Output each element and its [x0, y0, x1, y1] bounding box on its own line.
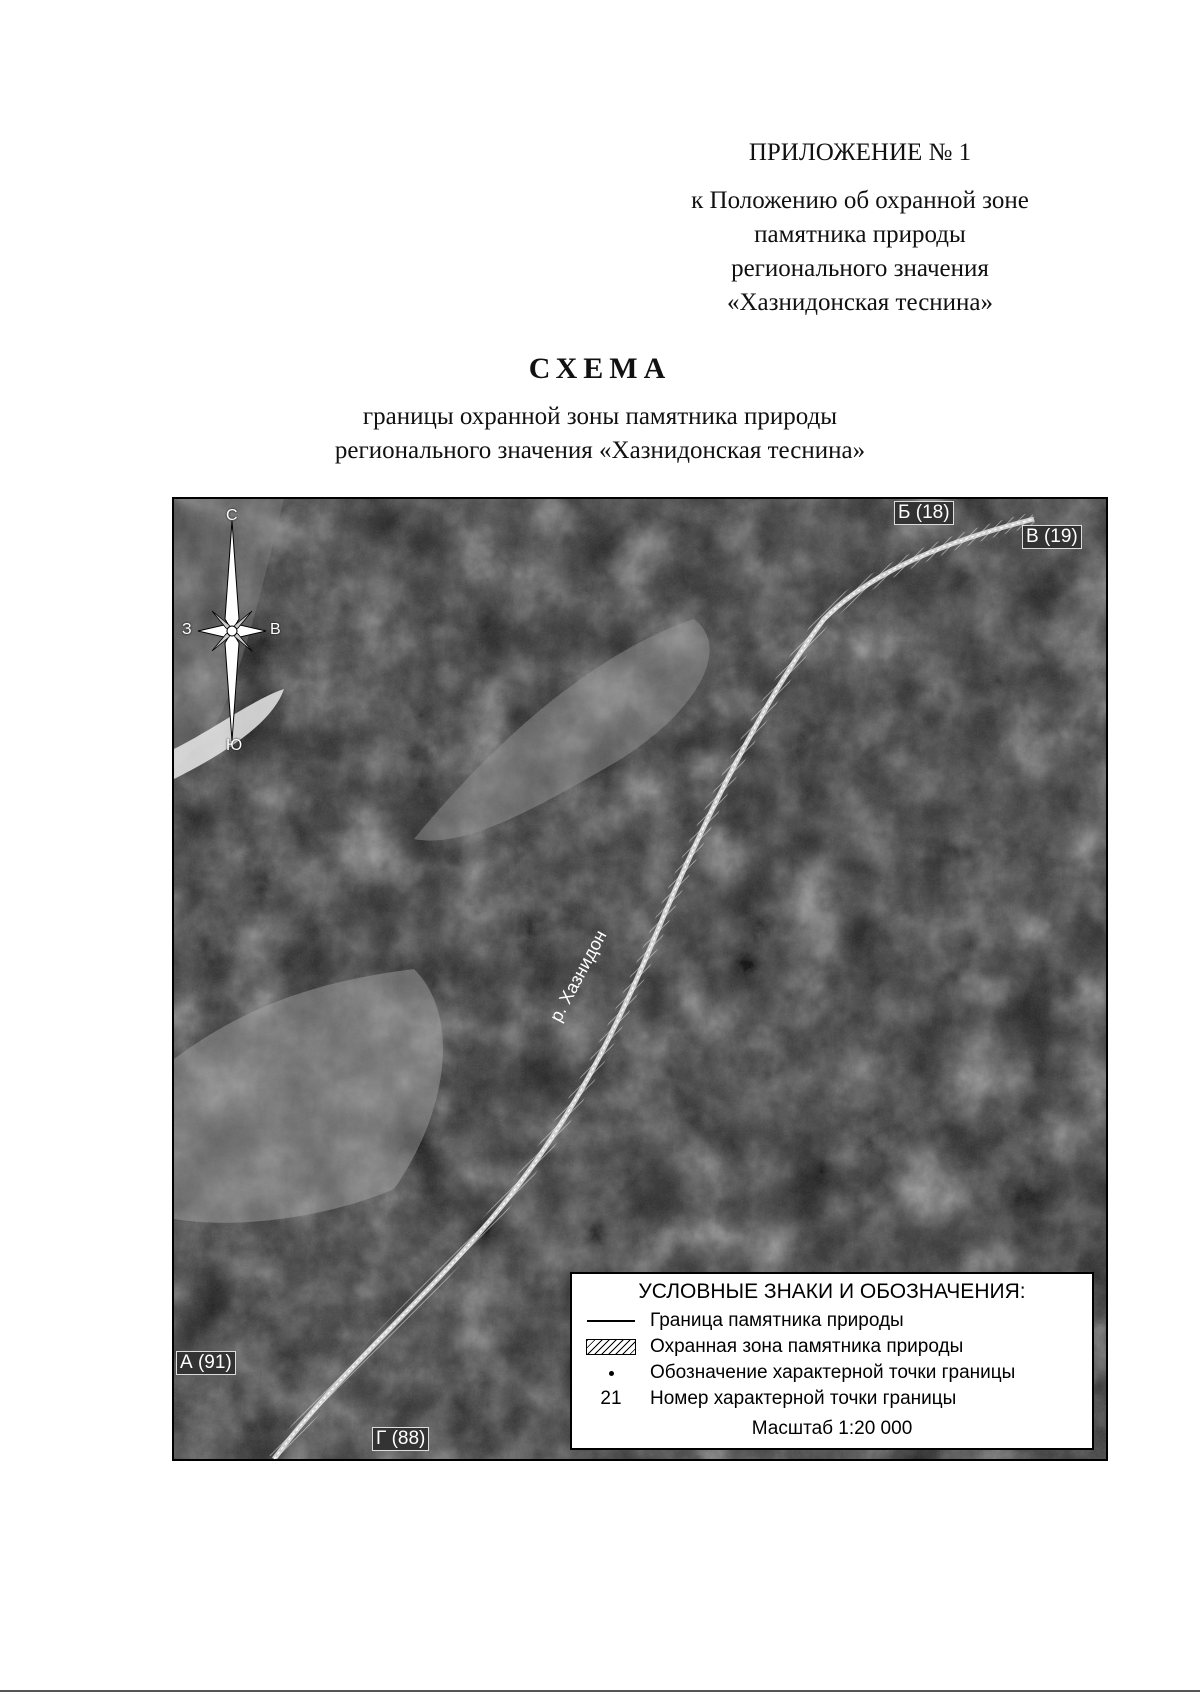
river-label: р. Хазнидон	[545, 926, 611, 1025]
point-label-a: А (91)	[176, 1351, 236, 1375]
compass-south-label: Ю	[226, 737, 243, 754]
point-number-symbol: 21	[600, 1388, 622, 1409]
scheme-subtitle-line-2: регионального значения «Хазнидонская теснина»	[334, 437, 866, 464]
hatch-symbol	[586, 1339, 636, 1355]
scheme-subtitle-line-1: границы охранной зоны памятника природы	[362, 403, 838, 430]
point-dot-symbol	[609, 1371, 614, 1376]
compass-east-label: В	[270, 621, 281, 638]
appendix-number: ПРИЛОЖЕНИЕ № 1	[748, 139, 972, 166]
compass-north-label: С	[226, 507, 238, 524]
appendix-header	[600, 136, 1120, 320]
legend-item	[572, 1308, 1092, 1334]
compass-west-label: З	[182, 621, 192, 638]
scheme-title: СХЕМА	[528, 352, 672, 385]
legend-item	[572, 1386, 1092, 1412]
point-label-b: Б (18)	[894, 501, 954, 525]
boundary-line-symbol	[587, 1320, 635, 1322]
point-label-v: В (19)	[1022, 525, 1082, 549]
appendix-line-4: «Хазнидонская теснина»	[726, 289, 994, 316]
map-scale: Масштаб 1:20 000	[751, 1418, 913, 1439]
map-legend	[570, 1272, 1094, 1450]
legend-item	[572, 1334, 1092, 1360]
legend-item-label: Охранная зона памятника природы	[650, 1336, 964, 1357]
appendix-line-2: памятника природы	[754, 221, 966, 248]
point-label-g: Г (88)	[372, 1427, 429, 1451]
legend-item-label: Обозначение характерной точки границы	[650, 1362, 1016, 1383]
legend-item-label: Номер характерной точки границы	[650, 1388, 957, 1409]
appendix-line-3: регионального значения	[731, 255, 989, 282]
scheme-subtitle	[0, 400, 1200, 468]
legend-item-label: Граница памятника природы	[650, 1310, 904, 1331]
legend-title: УСЛОВНЫЕ ЗНАКИ И ОБОЗНАЧЕНИЯ:	[638, 1280, 1026, 1303]
appendix-line-1: к Положению об охранной зоне	[691, 187, 1029, 214]
legend-item	[572, 1360, 1092, 1386]
page-bottom-rule	[0, 1690, 1200, 1692]
